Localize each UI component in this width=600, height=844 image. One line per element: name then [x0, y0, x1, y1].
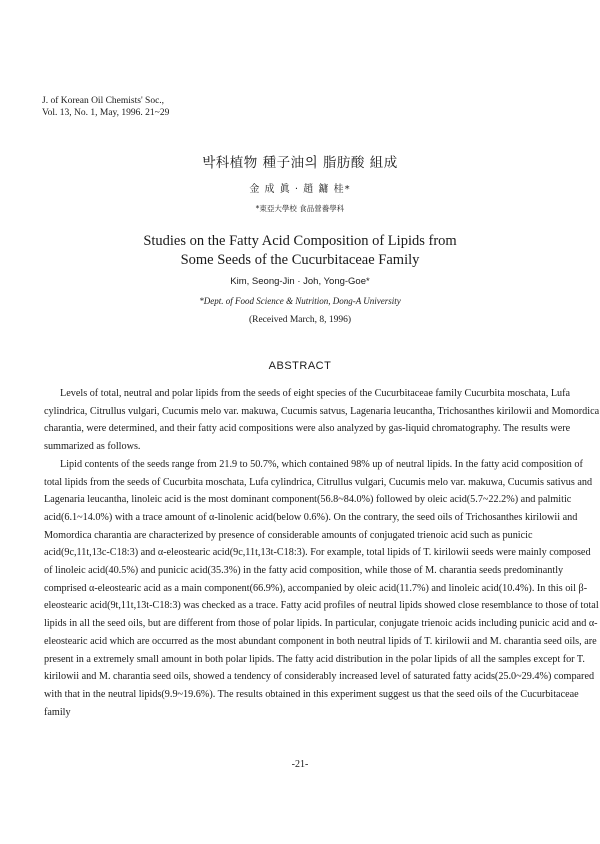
abstract-body [44, 385, 600, 745]
korean-title: 박科植物 種子油의 脂肪酸 組成 [202, 155, 398, 171]
english-affiliation: *Dept. of Food Science & Nutrition, Dong-A University [199, 296, 401, 306]
english-authors: Kim, Seong-Jin · Joh, Yong-Goe* [230, 276, 370, 287]
journal-volume: Vol. 13, No. 1, May, 1996. 21~29 [42, 108, 170, 118]
abstract-paragraph-2: Lipid contents of the seeds range from 21.9 to 50.7%, which contained 98% up of neutral lipids. In the fatty acid composition of total lipids from the seeds of Cucurbita moschata, Lufa cylindrica, Citrullus vulgari, Cucumis melo var. makuwa, Cucumis sativus and Lagenaria leucantha, linoleic acid is the most dominant component(56.8~84.0%) followed by oleic acid(5.7~22.2%) and palmitic acid(6.1~14.0%) with a trace amount of α-linolenic acid(below 0.6%). On the contrary, the seed oils of Trichosanthes kirilowii and Momordica charantia are characterized by presence of considerable amounts of conjugated trienoic acid such as punicic acid(9c,11t,13c-C18:3) and α-eleostearic acid(9c,11t,13t-C18:3). For example, total lipids of T. kirilowii seeds were mainly composed of linoleic acid(40.5%) and punicic acid(35.3%) in the fatty acid composition, while those of M. charantia seeds predominantly comprised α-eleostearic acid as a main component(66.9%), accompanied by oleic acid(11.7%) and linoleic acid(10.4%). In this oil β-eleostearic acid(9t,11t,13t-C18:3) was checked as a trace. Fatty acid profiles of neutral lipids showed close resemblance to those of total lipids in all the seed oils, but are different from those of polar lipids. In particular, conjugate trienoic acids including punicic acid and α-eleostearic acid which are occurred as the most abundant component in both neutral lipids of T. kirilowii and M. charantia seed oils, are present in a extremely small amount in both polar lipids. The fatty acid distribution in the polar lipids of all the samples except for T. kirilowii and M. charantia seed oils, showed a tendency of considerably increased level of saturated fatty acids(25.0~29.4%) compared with that in the neutral lipids(9.9~19.6%). The results obtained in this experiment suggest us that the seed oils of the Cucurbitaceae family [44, 458, 599, 718]
journal-name: J. of Korean Oil Chemists' Soc., [42, 96, 165, 106]
page-number: -21- [291, 759, 309, 770]
korean-authors: 金 成 眞 · 趙 鏞 桂* [249, 184, 351, 195]
english-title-line1: Studies on the Fatty Acid Composition of Lipids from [143, 233, 457, 249]
english-title [0, 232, 600, 270]
journal-citation [42, 95, 169, 119]
korean-affiliation: *東亞大學校 食品營養學科 [255, 204, 345, 213]
received-date: (Received March, 8, 1996) [248, 315, 352, 325]
english-title-line2: Some Seeds of the Cucurbitaceae Family [180, 252, 420, 268]
abstract-heading: ABSTRACT [268, 360, 332, 372]
abstract-paragraph-1: Levels of total, neutral and polar lipids from the seeds of eight species of the Cucurbitaceae family Cucurbita moschata, Lufa cylindrica, Citrullus vulgari, Cucumis melo var. makuwa, Cucumis satvus, Lagenaria leucantha, Trichosanthes kirilowii and Momordica charantia, were determined, and their fatty acid compositions were also analyzed by gas-liquid chromatography. The results were summarized as follows. [44, 388, 600, 453]
